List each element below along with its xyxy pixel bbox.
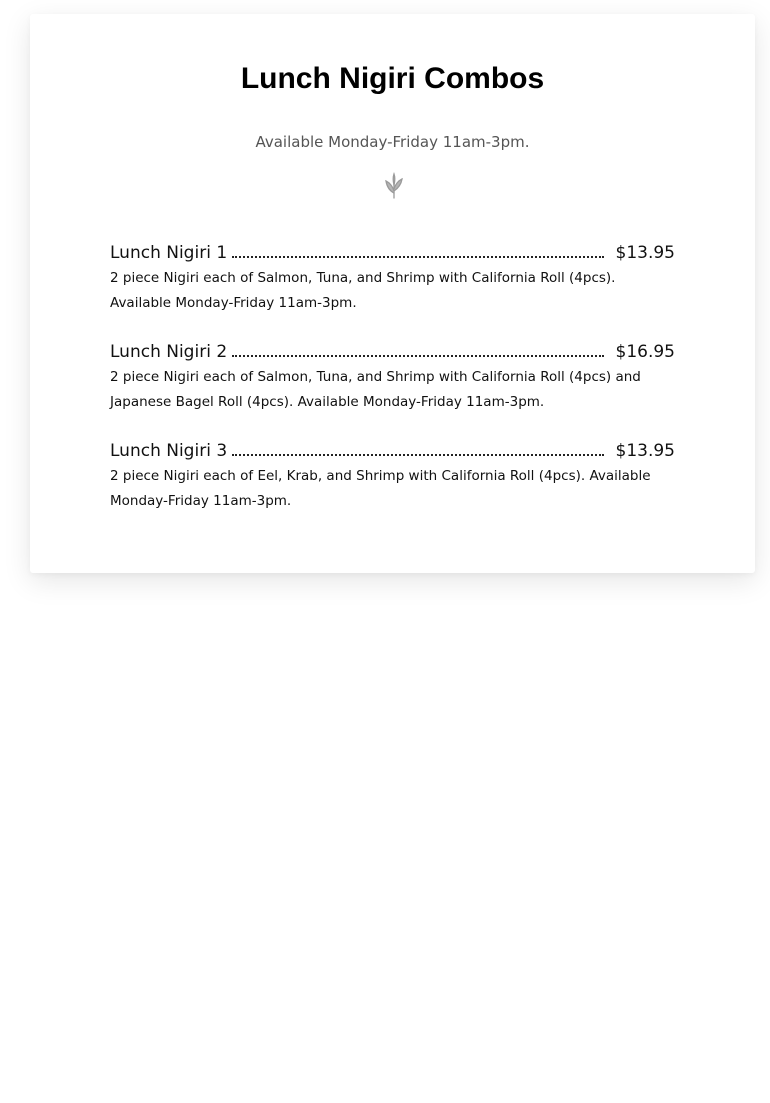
menu-item — [110, 242, 675, 341]
menu-item-description: 2 piece Nigiri each of Salmon, Tuna, and Shrimp with California Roll (4pcs). Available Monday-Friday 11am-3pm. — [110, 270, 616, 311]
menu-card — [30, 14, 755, 573]
leaf-sprig-icon — [382, 171, 406, 199]
menu-items — [110, 242, 675, 539]
menu-item-header — [110, 242, 675, 264]
menu-item-price: $16.95 — [615, 342, 675, 362]
menu-item-description: 2 piece Nigiri each of Eel, Krab, and Shrimp with California Roll (4pcs). Available Monday-Friday 11am-3pm. — [110, 468, 651, 509]
dotted-leader — [232, 454, 603, 456]
dotted-leader — [232, 355, 603, 357]
menu-subtitle: Available Monday-Friday 11am-3pm. — [255, 133, 530, 151]
menu-item-description: 2 piece Nigiri each of Salmon, Tuna, and Shrimp with California Roll (4pcs) and Japanese Bagel Roll (4pcs). Available Monday-Friday 11am-3pm. — [110, 369, 641, 410]
menu-item-name: Lunch Nigiri 1 — [110, 243, 228, 263]
menu-item-header — [110, 341, 675, 363]
menu-item-price: $13.95 — [615, 441, 675, 461]
menu-item-header — [110, 440, 675, 462]
menu-item — [110, 341, 675, 440]
menu-item — [110, 440, 675, 539]
menu-item-name: Lunch Nigiri 3 — [110, 441, 228, 461]
menu-title: Lunch Nigiri Combos — [240, 62, 545, 95]
menu-item-name: Lunch Nigiri 2 — [110, 342, 228, 362]
dotted-leader — [232, 256, 603, 258]
menu-item-price: $13.95 — [615, 243, 675, 263]
